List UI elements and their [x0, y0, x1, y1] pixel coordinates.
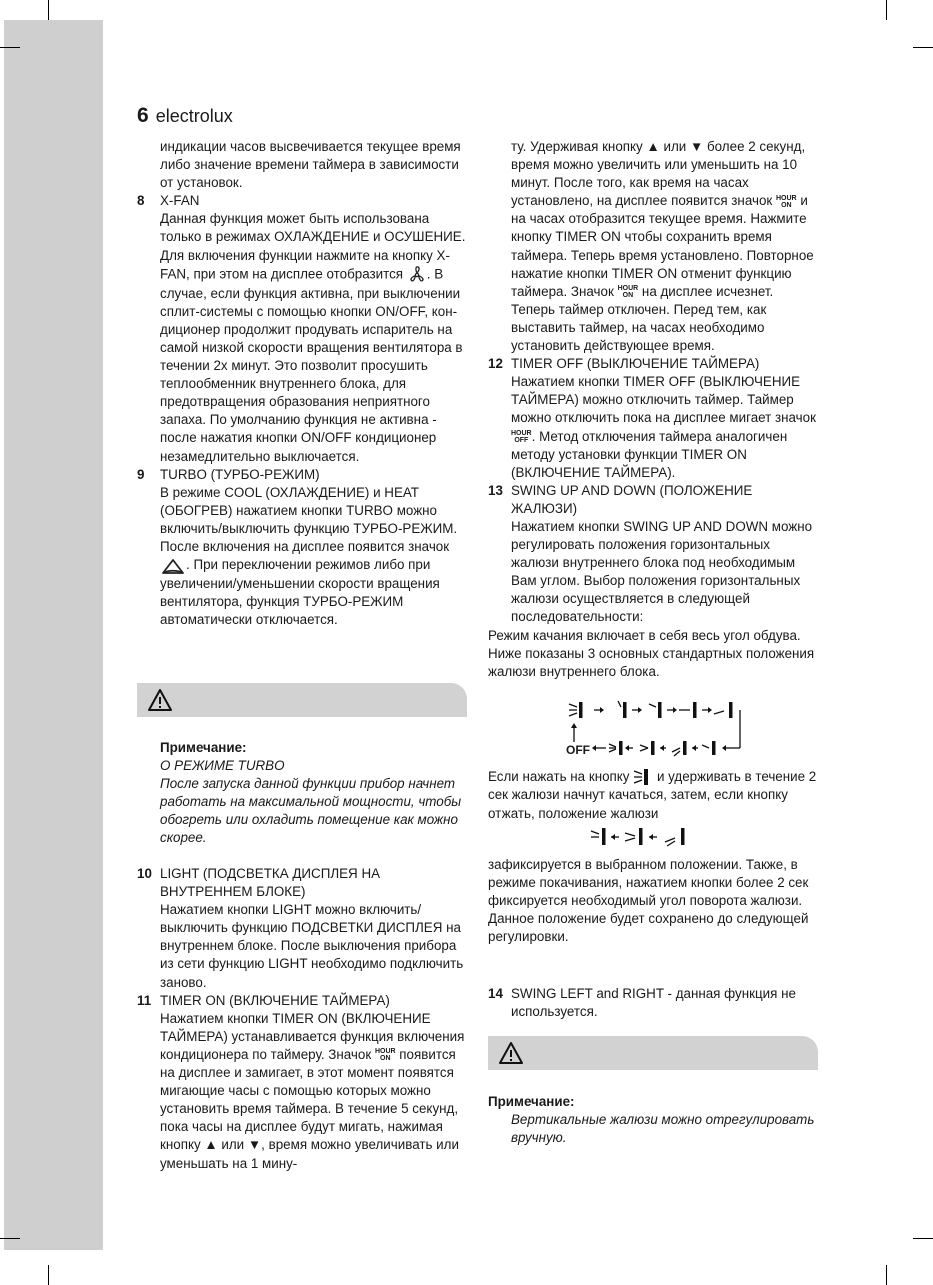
item-12: [488, 355, 818, 482]
louver-position-4: [714, 702, 733, 718]
intro-text: индикации часов высвечивается текущее время либо значение времени таймера в зависимости от установок.: [160, 139, 461, 191]
hold-text-block: [488, 768, 818, 823]
swing-intro-text: Режим качания включает в себя весь угол обдува. Ниже показаны 3 основных стандартных положения жалюзи внутреннего блока.: [488, 627, 815, 679]
fixed-position-diagram: [589, 826, 701, 848]
item-number: 10: [137, 866, 152, 881]
crop-mark: [886, 0, 887, 20]
note-louvers: [488, 1093, 818, 1147]
item-text: SWING LEFT and RIGHT - данная функция не используется.: [511, 986, 796, 1020]
warning-bar: [488, 1036, 818, 1070]
item-number: 11: [137, 992, 152, 1008]
crop-mark: [0, 1238, 20, 1239]
left-column-lower: [137, 865, 467, 1173]
item-number: 9: [137, 466, 145, 482]
warning-icon: [147, 688, 173, 712]
note-heading: Примечание:: [160, 740, 247, 755]
crop-mark: [913, 47, 933, 48]
crop-mark: [48, 0, 49, 20]
off-label: OFF: [566, 743, 590, 757]
up-arrow-icon: ▲: [204, 1137, 218, 1153]
item-title: X-FAN: [160, 193, 200, 209]
brand-name: electrolux: [155, 106, 233, 126]
warning-bar: [137, 683, 467, 717]
item-number: 13: [488, 482, 503, 498]
item-title: TIMER OFF (ВЫКЛЮЧЕНИЕ ТАЙМЕРА): [511, 356, 760, 372]
item-number: 8: [137, 193, 145, 209]
right-column-lower: [488, 856, 818, 946]
swing-sequence-diagram: [566, 698, 752, 760]
item-title: TURBO (ТУРБО-РЕЖИМ): [160, 466, 320, 482]
continued-text: или: [663, 139, 687, 154]
item-text: Данная функция может быть использована только в режимах ОХЛАЖДЕНИЕ и ОСУШЕНИЕ. Для включения функции нажмите на кнопку X-FAN, при этом на дисплее отобразится: [160, 211, 466, 282]
hour-off-icon: HOUR OFF: [511, 429, 532, 444]
turbo-icon: [160, 557, 186, 575]
item-text: или: [221, 1137, 245, 1153]
louver-position-2: [649, 702, 662, 718]
louver-position-1: [618, 701, 627, 718]
warning-icon: [498, 1041, 524, 1065]
item-text: Нажатием кнопки SWING UP AND DOWN можно регулировать положения горизонтальных жалюзи внутреннего блока под необходимым Вам углом. Выбор положения горизонтальных жалюзи осуществляется в следующей последовательности:: [511, 518, 813, 625]
item-text: В режиме COOL (ОХЛАЖДЕНИЕ) и HEAT (ОБОГРЕВ) нажатием кнопки TURBO можно включить/выключить функцию ТУРБО-РЕЖИМ. После включения на дисплее появится значок: [160, 484, 458, 554]
item-14: [488, 985, 818, 1021]
page-header: [137, 104, 233, 128]
item-title: LIGHT (ПОДСВЕТКА ДИСПЛЕЯ НА ВНУТРЕННЕМ БЛОКЕ): [160, 866, 381, 900]
hour-on-icon: HOUR ON: [776, 194, 797, 209]
item-8: [137, 192, 467, 465]
item-13: [488, 482, 818, 627]
note-heading: Примечание:: [488, 1094, 575, 1109]
item-text: . Метод отключения таймера аналогичен методу установки функции TIMER ON (ВКЛЮЧЕНИЕ ТАЙМЕРА).: [511, 428, 788, 480]
hour-on-icon: HOUR ON: [374, 1048, 396, 1063]
note-text: После запуска данной функции прибор начнет работать на максимальной мощности, чтобы обогреть или охладить помещение как можно скорее.: [160, 776, 462, 846]
arrow-right-icon: [594, 707, 604, 713]
hour-on-icon: HOUR ON: [617, 285, 639, 300]
swing-button-icon: [633, 768, 653, 786]
item-text: . В случае, если функция активна, при выключении сплит-системы с помощью кнопки ON/OFF, кондиционер продолжит продувать испаритель на самой низкой скорости вращения вентилятора в течении 2х минут. Это позволит просушить теплообменник внутреннего блока, для предотвращения образования неприятного запаха. По умолчанию функция не активна - после нажатия кнопки ON/OFF кондиционер незамедлительно выключается.: [160, 266, 463, 464]
fixed-text: зафиксируется в выбранном положении. Также, в режиме покачивания, нажатием кнопки более 2 сек фиксируется необходимый угол поворота жалюзи. Данное положение будет сохранено до следующей регулировки.: [488, 857, 809, 945]
hold-text: и удерживать в течение 2 сек жалюзи начнут качаться, затем, если кнопку отжать, положение жалюзи: [488, 769, 817, 821]
crop-mark: [913, 1238, 933, 1239]
note-subtitle: О РЕЖИМЕ TURBO: [160, 758, 285, 774]
item-10: [137, 865, 467, 992]
continued-text: на дисплее исчезнет. Теперь таймер отключен. Перед тем, как выставить таймер, на часах необходимо установить действующее время.: [511, 283, 774, 354]
continued-text: более 2 секунд, время можно увеличить или уменьшить на 10 минут. После того, как время на часах установлено, на дисплее появится значок: [511, 139, 806, 209]
item-text: появится на дисплее и замигает, в этот момент появятся мигающие часы с помощью которых можно установить время таймера. В течение 5 секунд, пока часы на дисплее будут мигать, нажимая кнопку: [160, 1046, 459, 1153]
item-text: . При переключении режимов либо при увеличении/уменьшении скорости вращения вентилятора, функция ТУРБО-РЕЖИМ автоматически отключается.: [160, 557, 440, 627]
item-text: Нажатием кнопки TIMER ON (ВКЛЮЧЕНИЕ ТАЙМЕРА) устанавливается функция включения кондиционера по таймеру. Значок: [160, 1010, 465, 1062]
note-turbo: [160, 739, 467, 848]
item-9: [137, 466, 467, 629]
item-text: Нажатием кнопки LIGHT можно включить/выключить функцию ПОДСВЕТКИ ДИСПЛЕЯ на внутреннем блоке. После выключения прибора из сети функцию LIGHT необходимо подключить заново.: [160, 902, 464, 990]
item-text: Нажатием кнопки TIMER OFF (ВЫКЛЮЧЕНИЕ ТАЙМЕРА) можно отключить таймер. Таймер можно отключить пока на дисплее мигает значок: [511, 374, 816, 426]
down-arrow-icon: ▼: [247, 1137, 262, 1153]
return-arrow: [571, 723, 577, 742]
hold-text: Если нажать на кнопку: [488, 769, 630, 784]
page-number: 6: [137, 104, 149, 127]
item-title: TIMER ON (ВКЛЮЧЕНИЕ ТАЙМЕРА): [160, 992, 390, 1008]
item-11: [137, 992, 467, 1173]
side-tab-bar: [4, 20, 103, 1250]
item-number: 14: [488, 986, 503, 1001]
note-text: Вертикальные жалюзи можно отрегулировать вручную.: [511, 1112, 815, 1146]
item-title: SWING UP AND DOWN (ПОЛОЖЕНИЕ ЖАЛЮЗИ): [511, 482, 753, 516]
crop-mark: [48, 1265, 49, 1285]
crop-mark: [0, 47, 20, 48]
continued-text: ту. Удерживая кнопку: [511, 139, 643, 154]
item-text: , время можно увеличивать или уменьшать на 1 мину-: [160, 1137, 459, 1171]
up-arrow-icon: ▲: [646, 139, 660, 154]
item-number: 12: [488, 356, 503, 372]
continued-text: и на часах отобразится текущее время. Нажмите кнопку TIMER ON чтобы сохранить время таймера. Теперь время установлено. Повторное нажатие кнопки TIMER ON отменит функцию таймера. Значок: [511, 193, 814, 299]
swing-all-icon: [569, 702, 583, 718]
louver-position-3: [679, 702, 697, 718]
down-arrow-icon: ▼: [689, 139, 704, 154]
right-column: [488, 138, 818, 681]
xfan-icon: [407, 265, 427, 285]
crop-mark: [886, 1265, 887, 1285]
left-column: [137, 138, 467, 629]
